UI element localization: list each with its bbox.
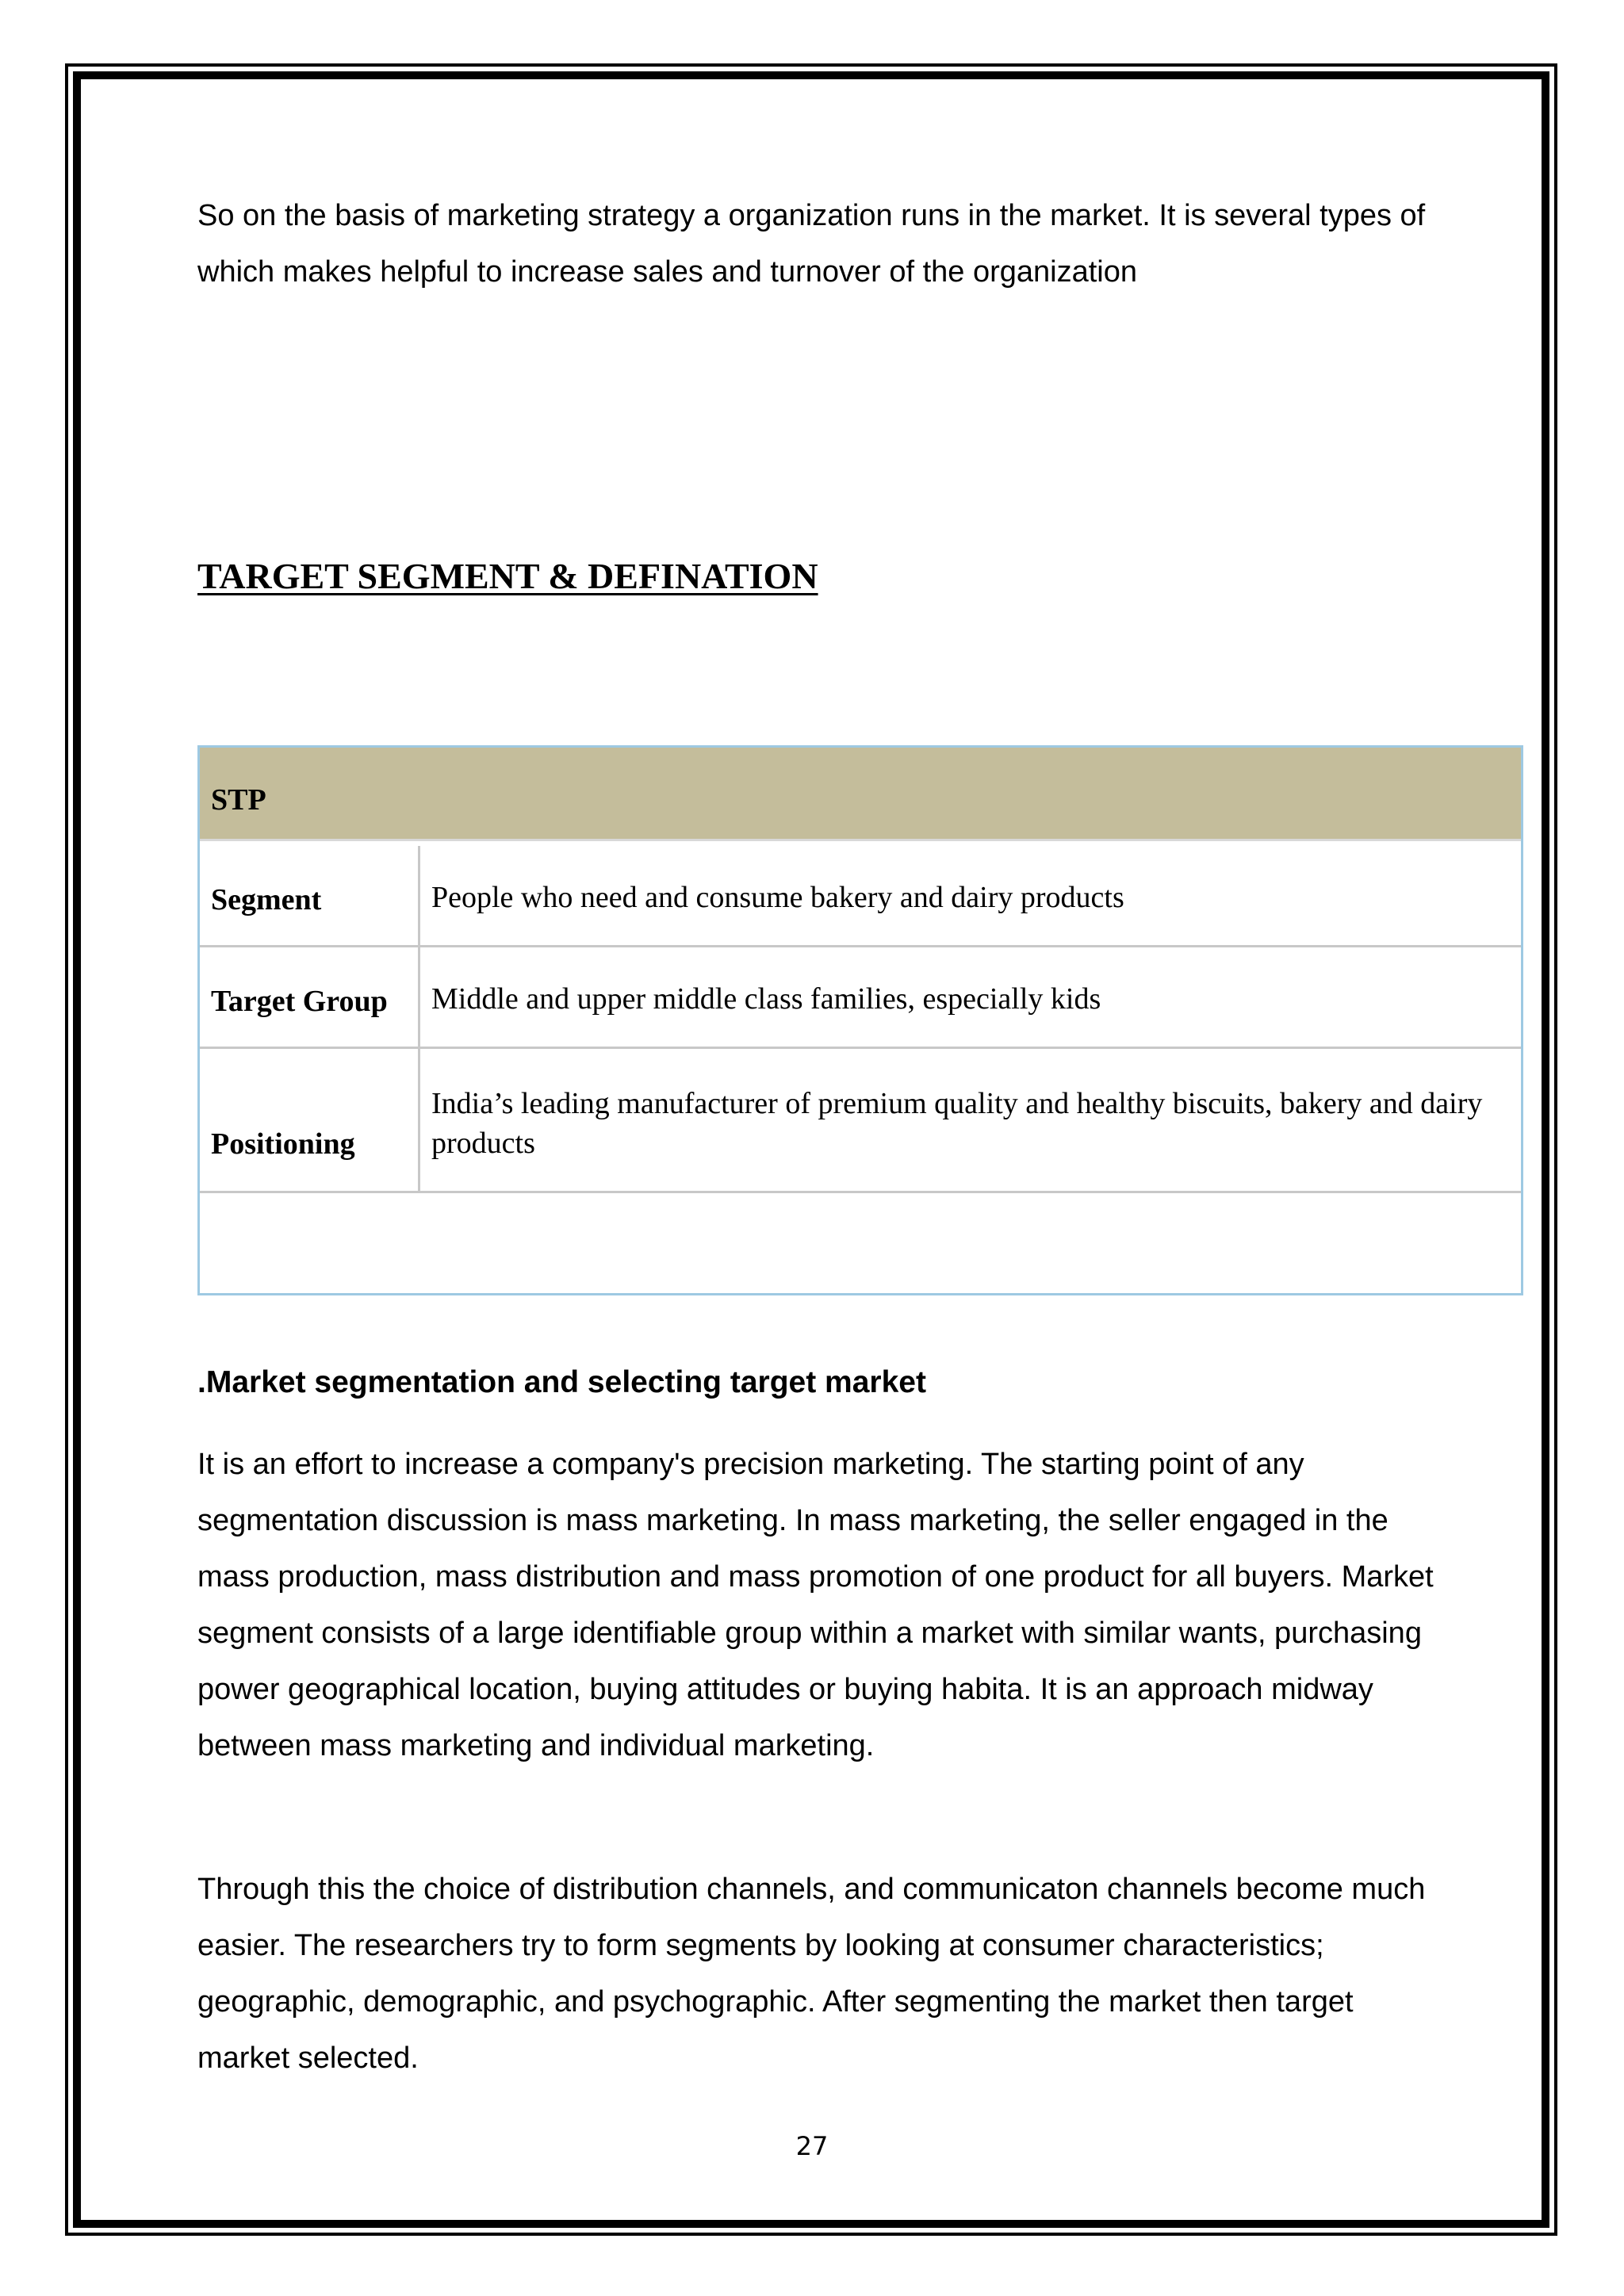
table-row-label-cell: [200, 1049, 420, 1191]
table-row: [200, 846, 1521, 947]
target-group-value: Middle and upper middle class families, especially kids: [431, 982, 1101, 1016]
positioning-label: Positioning: [211, 1127, 355, 1161]
target-group-label: Target Group: [211, 985, 388, 1018]
stp-table-header: [200, 748, 1521, 841]
table-row: [200, 947, 1521, 1049]
section-heading: TARGET SEGMENT & DEFINATION: [197, 556, 818, 596]
page-number: 27: [795, 2131, 829, 2161]
positioning-value: India’s leading manufacturer of premium quality and healthy biscuits, bakery and dairy products: [431, 1087, 1483, 1160]
segment-label: Segment: [211, 883, 322, 916]
channels-paragraph: Through this the choice of distribution channels, and communicaton channels become much easier. The researchers try to form segments by looking at consumer characteristics; geographic, demographic, and psychographic. After segmenting the market then target market selected.: [197, 1873, 1426, 2075]
stp-table: [197, 745, 1523, 1295]
market-segmentation-subheading: .Market segmentation and selecting target market: [197, 1365, 926, 1399]
segmentation-paragraph: It is an effort to increase a company's precision marketing. The starting point of any segmentation discussion is mass marketing. In mass marketing, the seller engaged in the mass production, mass distribution and mass promotion of one product for all buyers. Market segment consists of a large identifiable group within a market with similar wants, purchasing power geographical location, buying attitudes or buying habita. It is an approach midway between mass marketing and individual marketing.: [197, 1448, 1434, 1762]
table-row: [200, 1049, 1521, 1193]
segment-value: People who need and consume bakery and dairy products: [431, 881, 1124, 914]
stp-header-label: STP: [211, 783, 266, 817]
intro-paragraph: So on the basis of marketing strategy a organization runs in the market. It is several types of which makes helpful to increase sales and turnover of the organization: [197, 199, 1426, 289]
